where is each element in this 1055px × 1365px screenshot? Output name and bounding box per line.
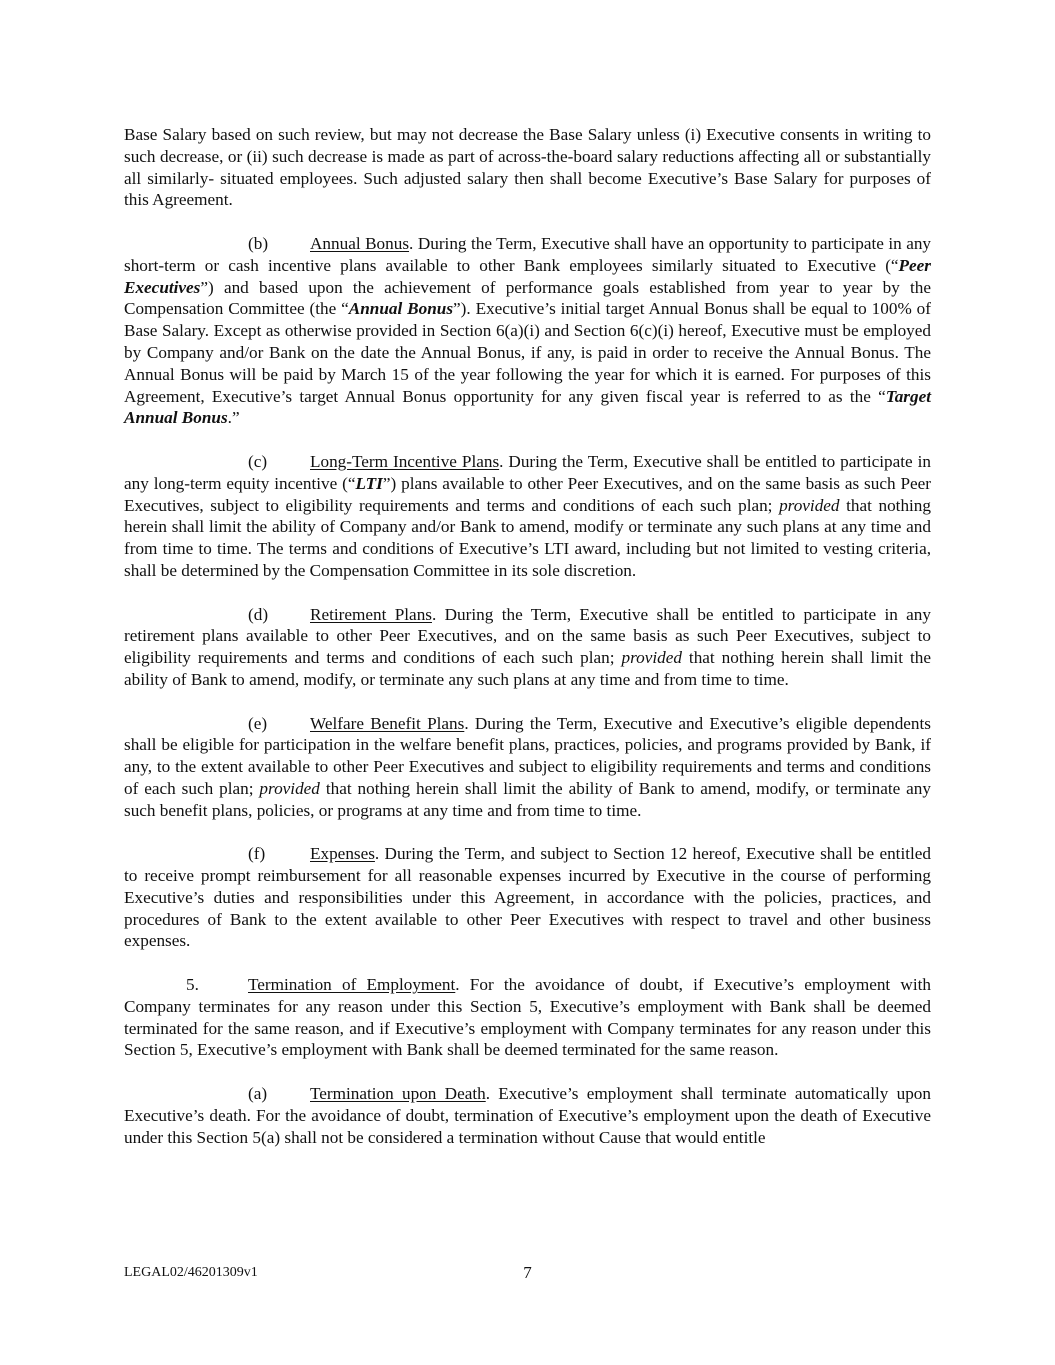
footer-page-number: 7 [523,1263,532,1282]
section-number: 5. [186,975,199,995]
paragraph-long-term-incentive: (c) Long-Term Incentive Plans. During the Term, Executive shall be entitled to participate in any long-term equity incentive (“LTI”) plans available to other Peer Executives, and on the same basis as such Peer Executives, subject to eligibility requirements and terms and conditions of each such plan; provided that nothing herein shall limit the ability of Company and/or Bank to amend, modify or terminate any such plans at any time and from time to time. The terms and conditions of Executive’s LTI award, including but not limited to vesting criteria, shall be determined by the Compensation Committee in its sole discretion. [124,451,931,580]
defined-term: Annual Bonus [348,299,454,319]
paragraph-text: Base Salary based on such review, but may not decrease the Base Salary unless (i) Executive consents in writing to such decrease, or (ii) such decrease is made as part of across-the-board salary reductions affecting all or substantially all similarly- situated employees. Such adjusted salary then shall become Executive’s Base Salary for purposes of this Agreement. [124,125,931,210]
paragraph-termination-upon-death: (a) Termination upon Death. Executive’s employment shall terminate automatically upon Executive’s death. For the avoidance of doubt, termination of Executive’s employment upon the death of Executive under this Section 5(a) shall not be considered a termination without Cause that would entitle [124,1084,931,1147]
paragraph-expenses: (f) Expenses. During the Term, and subject to Section 12 hereof, Executive shall be entitled to receive prompt reimbursement for all reasonable expenses incurred by Executive in the course of performing Executive’s duties and responsibilities under this Agreement, in accordance with the policies, practices, and procedures of Bank to the extent available to other Peer Executives with respect to travel and other business expenses. [124,844,931,951]
paragraph-termination-of-employment: 5. Termination of Employment. For the avoidance of doubt, if Executive’s employment with Company terminates for any reason under this Section 5, Executive’s employment with Bank shall be deemed terminated for the same reason, and if Executive’s employment with Company terminates for any reason under this Section 5, Executive’s employment with Bank shall be deemed terminated for the same reason. [124,975,931,1060]
defined-term: Target Annual Bonus [124,386,931,428]
paragraph-welfare-benefit-plans: (e) Welfare Benefit Plans. During the Term, Executive and Executive’s eligible dependents shall be eligible for participation in the welfare benefit plans, practices, policies, and programs provided by Bank, if any, to the extent available to other Peer Executives and subject to eligibility requirements and terms and conditions of each such plan; provided that nothing herein shall limit the ability of Bank to amend, modify, or terminate any such benefit plans, policies, or programs at any time and from time to time. [124,713,931,820]
section-heading: Expenses [310,844,375,864]
section-number: (b) [248,233,269,253]
emphasis: provided [621,648,682,668]
paragraph-base-salary-continued [124,124,931,211]
section-number: (a) [248,1084,268,1104]
section-number: (d) [248,604,269,624]
section-heading: Retirement Plans [310,604,432,624]
paragraph-retirement-plans: (d) Retirement Plans. During the Term, Executive shall be entitled to participate in any retirement plans available to other Peer Executives, and on the same basis as such Peer Executives, subject to eligibility requirements and terms and conditions of each such plan; provided that nothing herein shall limit the ability of Bank to amend, modify, or terminate any such plans at any time and from time to time. [124,604,931,689]
section-number: (e) [248,713,268,733]
footer-document-id: LEGAL02/46201309v1 [124,1265,258,1280]
document-body [124,124,931,1170]
emphasis: provided [259,778,320,798]
paragraph-annual-bonus: (b) Annual Bonus. During the Term, Executive shall have an opportunity to participate in any short-term or cash incentive plans available to other Bank employees similarly situated to Executive (“Peer Executives”) and based upon the achievement of performance goals established from year to year by the Compensation Committee (the “Annual Bonus”). Executive’s initial target Annual Bonus shall be equal to 100% of Base Salary. Except as otherwise provided in Section 6(a)(i) and Section 6(c)(i) hereof, Executive must be employed by Company and/or Bank on the date the Annual Bonus, if any, is paid in order to receive the Annual Bonus. The Annual Bonus will be paid by March 15 of the year following the year for which it is earned. For purposes of this Agreement, Executive’s target Annual Bonus opportunity for any given fiscal year is referred to as the “Target Annual Bonus.” [124,233,932,428]
section-heading: Annual Bonus [310,233,410,253]
section-heading: Long-Term Incentive Plans [310,451,500,471]
section-heading: Termination of Employment [248,975,456,995]
section-heading: Welfare Benefit Plans [310,713,465,733]
defined-term: Peer Executives [124,255,931,297]
emphasis: provided [779,495,840,515]
section-number: (c) [248,451,268,471]
section-heading: Termination upon Death [310,1084,486,1104]
section-number: (f) [248,844,266,864]
defined-term: LTI [355,473,383,493]
